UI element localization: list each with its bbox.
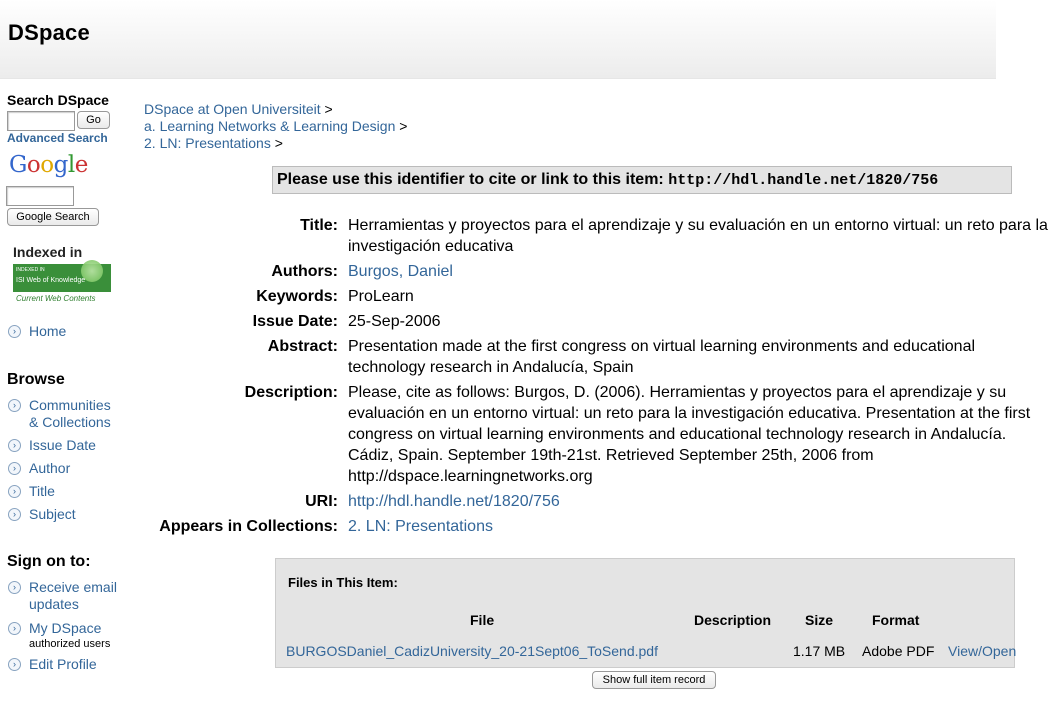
arrow-right-icon: › xyxy=(8,439,21,452)
arrow-right-icon: › xyxy=(8,622,21,635)
isi-badge[interactable]: INDEXED IN ISI Web of Knowledge Current Web Contents xyxy=(13,264,111,304)
breadcrumb-item xyxy=(144,118,407,134)
indexed-in-label: Indexed in xyxy=(13,244,83,260)
files-heading: Files in This Item: xyxy=(288,575,398,590)
breadcrumb-separator: > xyxy=(320,101,333,117)
file-size: 1.17 MB xyxy=(793,643,846,659)
view-open-link[interactable]: View/Open xyxy=(948,643,1017,659)
arrow-right-icon: › xyxy=(8,581,21,594)
nav-label: updates xyxy=(29,596,79,612)
google-logo: Google xyxy=(9,152,88,178)
nav-label: Receive email xyxy=(29,579,117,595)
breadcrumb-item xyxy=(144,135,283,151)
nav-label: Edit Profile xyxy=(29,656,97,672)
nav-label: Subject xyxy=(29,506,76,522)
keywords-label: Keywords: xyxy=(256,288,338,305)
abstract-label: Abstract: xyxy=(267,338,338,355)
search-heading: Search DSpace xyxy=(7,92,109,108)
identifier-label: Please use this identifier to cite or link to this item: xyxy=(277,171,664,188)
files-panel xyxy=(275,558,1015,668)
breadcrumb-link[interactable]: DSpace at Open Universiteit xyxy=(144,101,321,117)
search-input[interactable] xyxy=(7,111,75,131)
column-header-size: Size xyxy=(805,612,834,628)
breadcrumb-separator: > xyxy=(395,118,408,134)
breadcrumb-link[interactable]: a. Learning Networks & Learning Design xyxy=(144,118,396,134)
sign-on-heading: Sign on to: xyxy=(7,553,91,570)
show-full-record-button[interactable]: Show full item record xyxy=(592,671,716,689)
authors-value[interactable]: Burgos, Daniel xyxy=(348,263,453,280)
nav-sublabel: authorized users xyxy=(29,638,111,650)
arrow-right-icon: › xyxy=(8,399,21,412)
issue-date-label: Issue Date: xyxy=(252,313,338,330)
title-label: Title: xyxy=(300,217,338,234)
identifier-url[interactable]: http://hdl.handle.net/1820/756 xyxy=(668,172,939,189)
arrow-right-icon: › xyxy=(8,325,21,338)
site-title[interactable]: DSpace xyxy=(8,20,90,45)
abstract-value: Presentation made at the first congress on virtual learning environments and educational technology research in Andalucía, Spain xyxy=(348,338,976,376)
go-button[interactable]: Go xyxy=(77,111,110,129)
google-search-button[interactable]: Google Search xyxy=(7,208,99,226)
nav-label: Communities xyxy=(29,397,111,413)
breadcrumb-separator: > xyxy=(270,135,283,151)
issue-date-value: 25-Sep-2006 xyxy=(348,313,441,330)
description-value: Please, cite as follows: Burgos, D. (2006). Herramientas y proyectos para el aprendizaje y su evaluación en un entorno virtual: un reto para la investigación educativa. Presentation at the first congress on virtual learning environments and educational technology research in Andalucía. Cádiz, Spain. September 19th-21st. Retrieved September 25th, 2006 from http://dspace.learningnetworks.org xyxy=(348,384,1031,485)
nav-label: My DSpace xyxy=(29,620,102,636)
citation-identifier-box xyxy=(272,166,1012,194)
arrow-right-icon: › xyxy=(8,462,21,475)
uri-link[interactable]: http://hdl.handle.net/1820/756 xyxy=(348,493,560,510)
arrow-right-icon: › xyxy=(8,508,21,521)
nav-home-label: Home xyxy=(29,323,67,339)
column-header-description: Description xyxy=(694,612,772,628)
breadcrumb-link[interactable]: 2. LN: Presentations xyxy=(144,135,271,151)
authors-label: Authors: xyxy=(271,263,338,280)
file-format: Adobe PDF xyxy=(862,643,935,659)
collections-label: Appears in Collections: xyxy=(159,518,338,535)
collection-link[interactable]: 2. LN: Presentations xyxy=(348,518,493,535)
file-link[interactable]: BURGOSDaniel_CadizUniversity_20-21Sept06_ToSend.pdf xyxy=(286,643,658,659)
google-search-input[interactable] xyxy=(6,186,74,206)
column-header-file: File xyxy=(470,612,495,628)
keywords-value: ProLearn xyxy=(348,288,414,305)
nav-label: & Collections xyxy=(29,414,111,430)
title-value: Herramientas y proyectos para el aprendizaje y su evaluación en un entorno virtual: un reto para la investigación educativa xyxy=(348,217,1048,255)
nav-label: Title xyxy=(29,483,55,499)
uri-label: URI: xyxy=(305,493,338,510)
nav-label: Author xyxy=(29,460,71,476)
breadcrumb-item xyxy=(144,101,333,117)
arrow-right-icon: › xyxy=(8,658,21,671)
nav-label: Issue Date xyxy=(29,437,96,453)
arrow-right-icon: › xyxy=(8,485,21,498)
column-header-format: Format xyxy=(872,612,920,628)
description-label: Description: xyxy=(244,384,338,401)
site-header xyxy=(0,0,996,79)
advanced-search-link[interactable]: Advanced Search xyxy=(7,131,108,145)
browse-heading: Browse xyxy=(7,371,65,388)
